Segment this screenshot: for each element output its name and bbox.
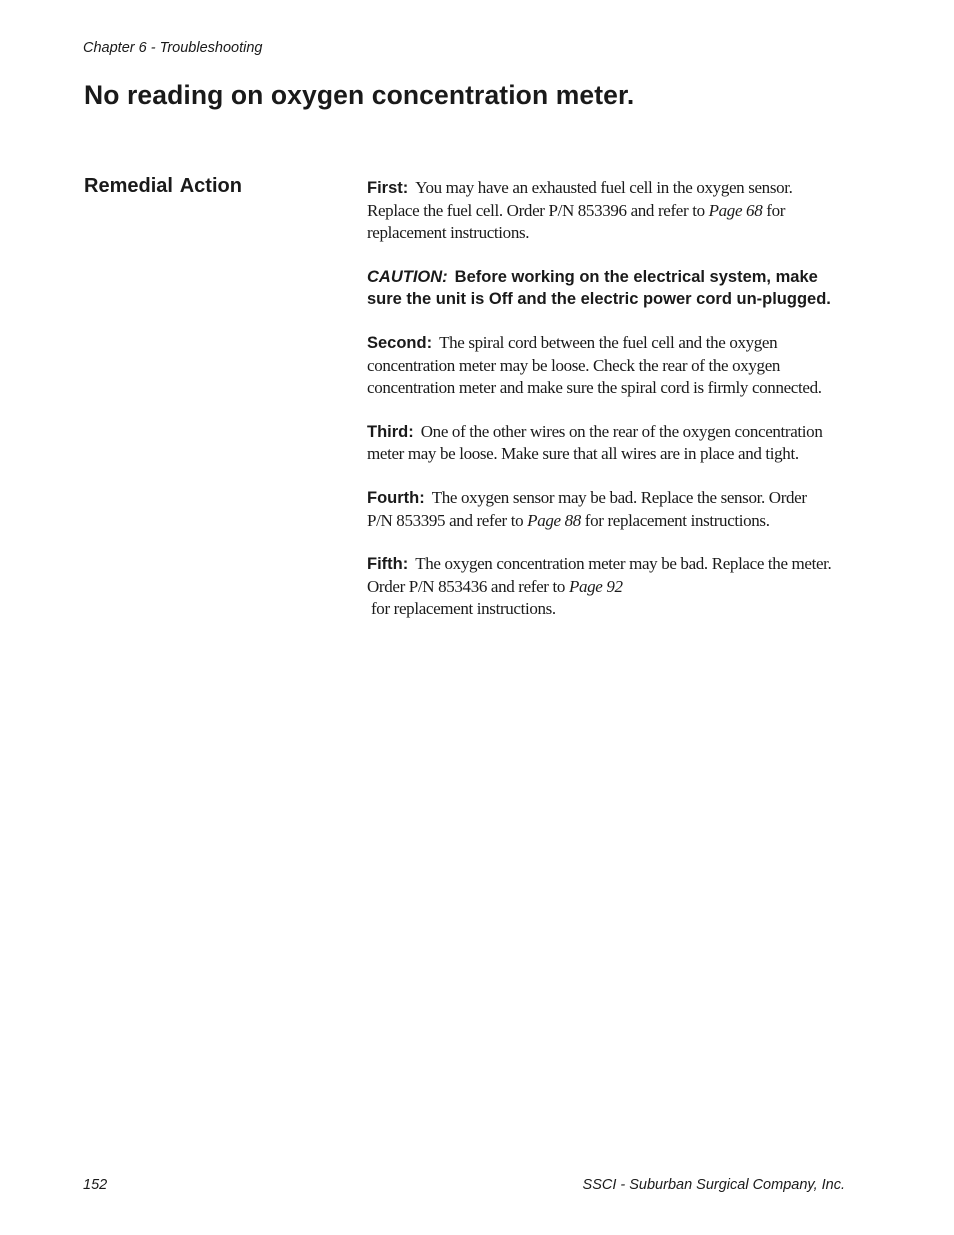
caution-lead: CAUTION: (367, 267, 448, 286)
step-fourth-text-after: for replacement instructions. (580, 510, 770, 530)
chapter-header: Chapter 6 - Troubleshooting (83, 40, 263, 56)
step-first (367, 177, 835, 245)
remedial-steps (367, 177, 835, 642)
footer-company: SSCI - Suburban Surgical Company, Inc. (582, 1177, 845, 1193)
footer-page-number: 152 (83, 1177, 108, 1193)
caution-note (367, 266, 835, 311)
step-fourth-page-ref: Page 88 (527, 510, 581, 530)
step-fifth-text: The oxygen concentration meter may be bad. Replace the meter. Order P/N 853436 and refer to (367, 554, 832, 596)
page-title: No reading on oxygen concentration meter. (84, 80, 635, 110)
step-fourth (367, 487, 835, 532)
step-first-text-after: for replacement instructions. (367, 200, 786, 243)
step-second (367, 332, 835, 400)
step-third (367, 421, 835, 466)
step-first-text: You may have an exhausted fuel cell in the oxygen sensor. Replace the fuel cell. Order P/N 853396 and refer to (367, 178, 793, 220)
step-fifth-text-after: for replacement instructions. (371, 599, 556, 619)
step-fifth (367, 553, 835, 621)
step-third-text: One of the other wires on the rear of the oxygen concentration meter may be loose. Make sure that all wires are in place and tight. (367, 421, 823, 464)
step-third-lead: Third: (367, 422, 414, 441)
step-fourth-text: The oxygen sensor may be bad. Replace the sensor. Order P/N 853395 and refer to (367, 487, 807, 530)
step-first-lead: First: (367, 179, 409, 197)
step-fourth-lead: Fourth: (367, 488, 425, 507)
step-fifth-page-ref: Page 92 (568, 576, 623, 596)
section-label: Remedial Action (84, 175, 242, 197)
step-first-page-ref: Page 68 (708, 200, 763, 220)
step-second-text: The spiral cord between the fuel cell and the oxygen concentration meter may be loose. Check the rear of the oxygen concentration meter and make sure the spiral cord is firmly connected. (367, 332, 822, 398)
step-second-lead: Second: (367, 333, 433, 352)
step-fifth-lead: Fifth: (367, 555, 409, 574)
caution-text: Before working on the electrical system, make sure the unit is Off and the electric power cord un-plugged. (367, 267, 831, 309)
